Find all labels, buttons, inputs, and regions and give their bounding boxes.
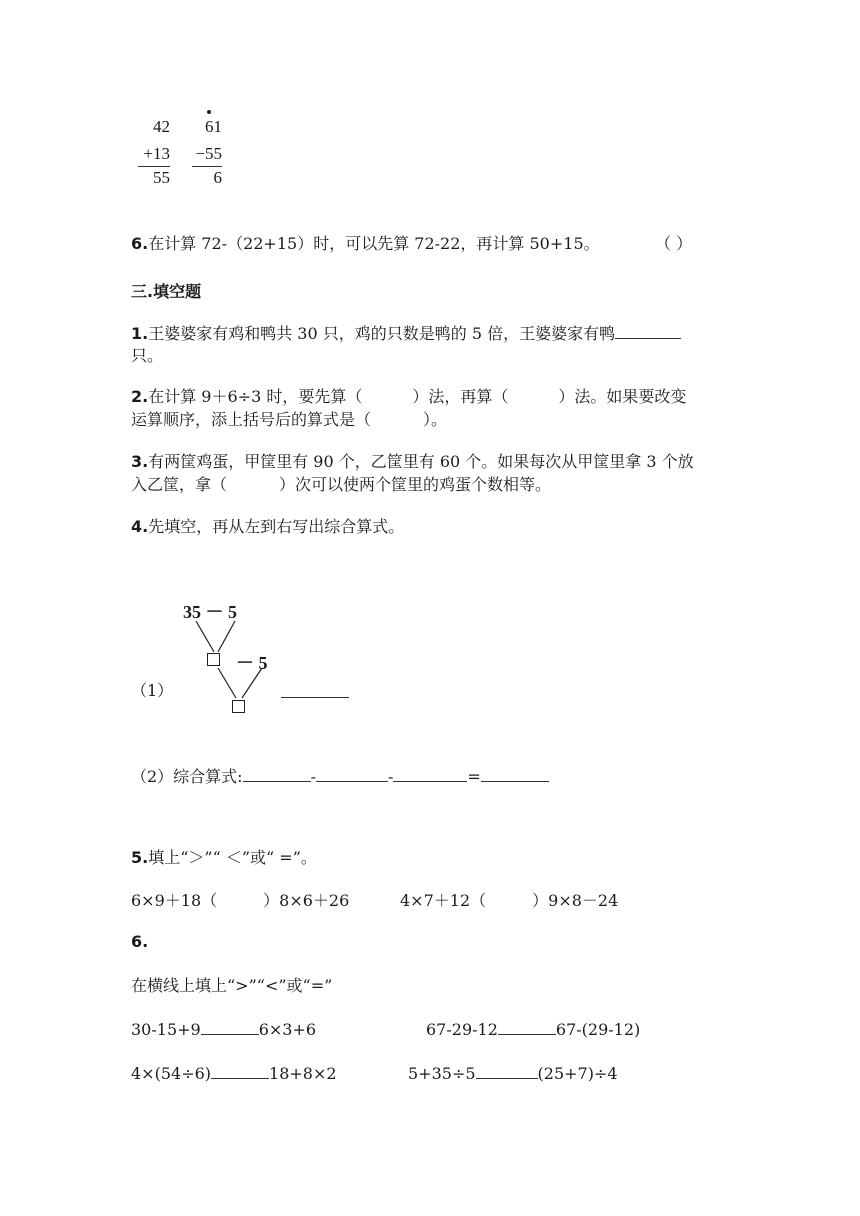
calc-b-top: 61 [205, 117, 222, 136]
expression-left: 4×7＋12（ [400, 891, 487, 910]
question-number: 4. [131, 517, 149, 536]
question-number: 3. [131, 452, 149, 471]
comparison-1 [131, 1019, 316, 1041]
answer-box-1[interactable] [207, 653, 220, 666]
question-text: ）次可以使两个筐里的鸡蛋个数相等。 [279, 475, 552, 494]
expression-right: 6×3+6 [258, 1020, 317, 1039]
equals-sign: = [467, 767, 481, 786]
question-number: 2. [131, 387, 149, 406]
question-number: 5. [131, 848, 149, 867]
borrow-dot-icon [207, 110, 211, 114]
question-number: 6. [131, 234, 149, 253]
answer-blank[interactable] [615, 324, 681, 339]
expression-right: 67-(29-12) [555, 1020, 641, 1039]
question-text: 先填空，再从左到右写出综合算式。 [148, 517, 405, 536]
question-text: 运算顺序，添上括号后的算式是（ [131, 410, 372, 429]
part-2-label: （2）综合算式: [131, 767, 243, 786]
calc-a-top: 42 [153, 117, 170, 136]
minus-sign: - [310, 767, 316, 786]
answer-blank[interactable] [498, 1020, 556, 1035]
answer-blank[interactable] [281, 683, 349, 698]
expression-left: 67-29-12 [426, 1020, 498, 1039]
calc-a-result: 55 [153, 168, 170, 187]
expression-left: 30-15+9 [131, 1020, 201, 1039]
expression-right: ）9×8－24 [532, 891, 619, 910]
question-number: 1. [131, 324, 149, 343]
expression-right: (25+7)÷4 [537, 1064, 618, 1083]
question-3-line1 [131, 451, 694, 473]
comparison-2 [426, 1019, 640, 1041]
minus-sign: - [387, 767, 394, 786]
question-2-line1 [131, 386, 686, 408]
question-number: 6. [131, 932, 149, 951]
question-6-number [131, 931, 148, 953]
question-5-expr-2 [400, 890, 618, 912]
answer-blank[interactable] [393, 767, 467, 782]
calc-b-rule [192, 166, 222, 167]
question-text: 有两筐鸡蛋，甲筐里有 90 个，乙筐里有 60 个。如果每次从甲筐里拿 3 个放 [148, 452, 694, 471]
part-1-label: （1） [131, 681, 174, 700]
answer-blank[interactable] [476, 1064, 538, 1079]
tree-mid-expression: － 5 [236, 653, 268, 673]
expression-left: 6×9＋18（ [131, 891, 218, 910]
answer-box-2[interactable] [232, 700, 245, 713]
question-text: ）法。如果要改变 [558, 387, 687, 406]
question-text: 入乙筐，拿（ [131, 475, 228, 494]
question-5-expr-1 [131, 890, 349, 912]
calc-b-result: 6 [213, 168, 222, 187]
question-text: 在计算 9＋6÷3 时，要先算（ [148, 387, 363, 406]
question-6-text: 在横线上填上“>”“<”或“=” [131, 976, 333, 995]
answer-blank[interactable] [243, 767, 311, 782]
tree-top-expression: 35 － 5 [183, 602, 237, 622]
question-text: 王婆婆家有鸡和鸭共 30 只，鸡的只数是鸭的 5 倍，王婆婆家有鸭 [148, 324, 616, 343]
part-2-line [131, 766, 549, 788]
part-1-answer-line[interactable] [281, 683, 349, 702]
question-5 [131, 847, 317, 869]
comparison-4 [408, 1063, 618, 1085]
calc-a-rule [138, 166, 170, 167]
answer-paren[interactable]: （ ） [655, 234, 693, 253]
question-1-line1 [131, 323, 681, 345]
calc-a-addend: +13 [143, 144, 170, 163]
section-title: 三.填空题 [131, 282, 202, 301]
question-text: 在计算 72-（22+15）时，可以先算 72-22，再计算 50+15。 [148, 234, 600, 253]
question-3-line2 [131, 474, 551, 496]
calc-b-subtrahend: −55 [195, 144, 222, 163]
judge-question-6 [131, 233, 600, 255]
answer-blank[interactable] [201, 1020, 259, 1035]
comparison-3 [131, 1063, 337, 1085]
expression-right: 18+8×2 [269, 1064, 337, 1083]
expression-left: 4×(54÷6) [131, 1064, 212, 1083]
answer-blank[interactable] [481, 767, 549, 782]
question-4 [131, 516, 404, 538]
expression-left: 5+35÷5 [408, 1064, 476, 1083]
question-text: 填上“＞”“ ＜”或“ =”。 [148, 848, 317, 867]
expression-right: ）8×6＋26 [263, 891, 350, 910]
question-text: ）法，再算（ [412, 387, 509, 406]
answer-blank[interactable] [211, 1064, 269, 1079]
question-text: ）。 [423, 410, 448, 429]
question-2-line2 [131, 409, 447, 431]
question-1-line2: 只。 [131, 346, 164, 365]
answer-blank[interactable] [316, 767, 388, 782]
